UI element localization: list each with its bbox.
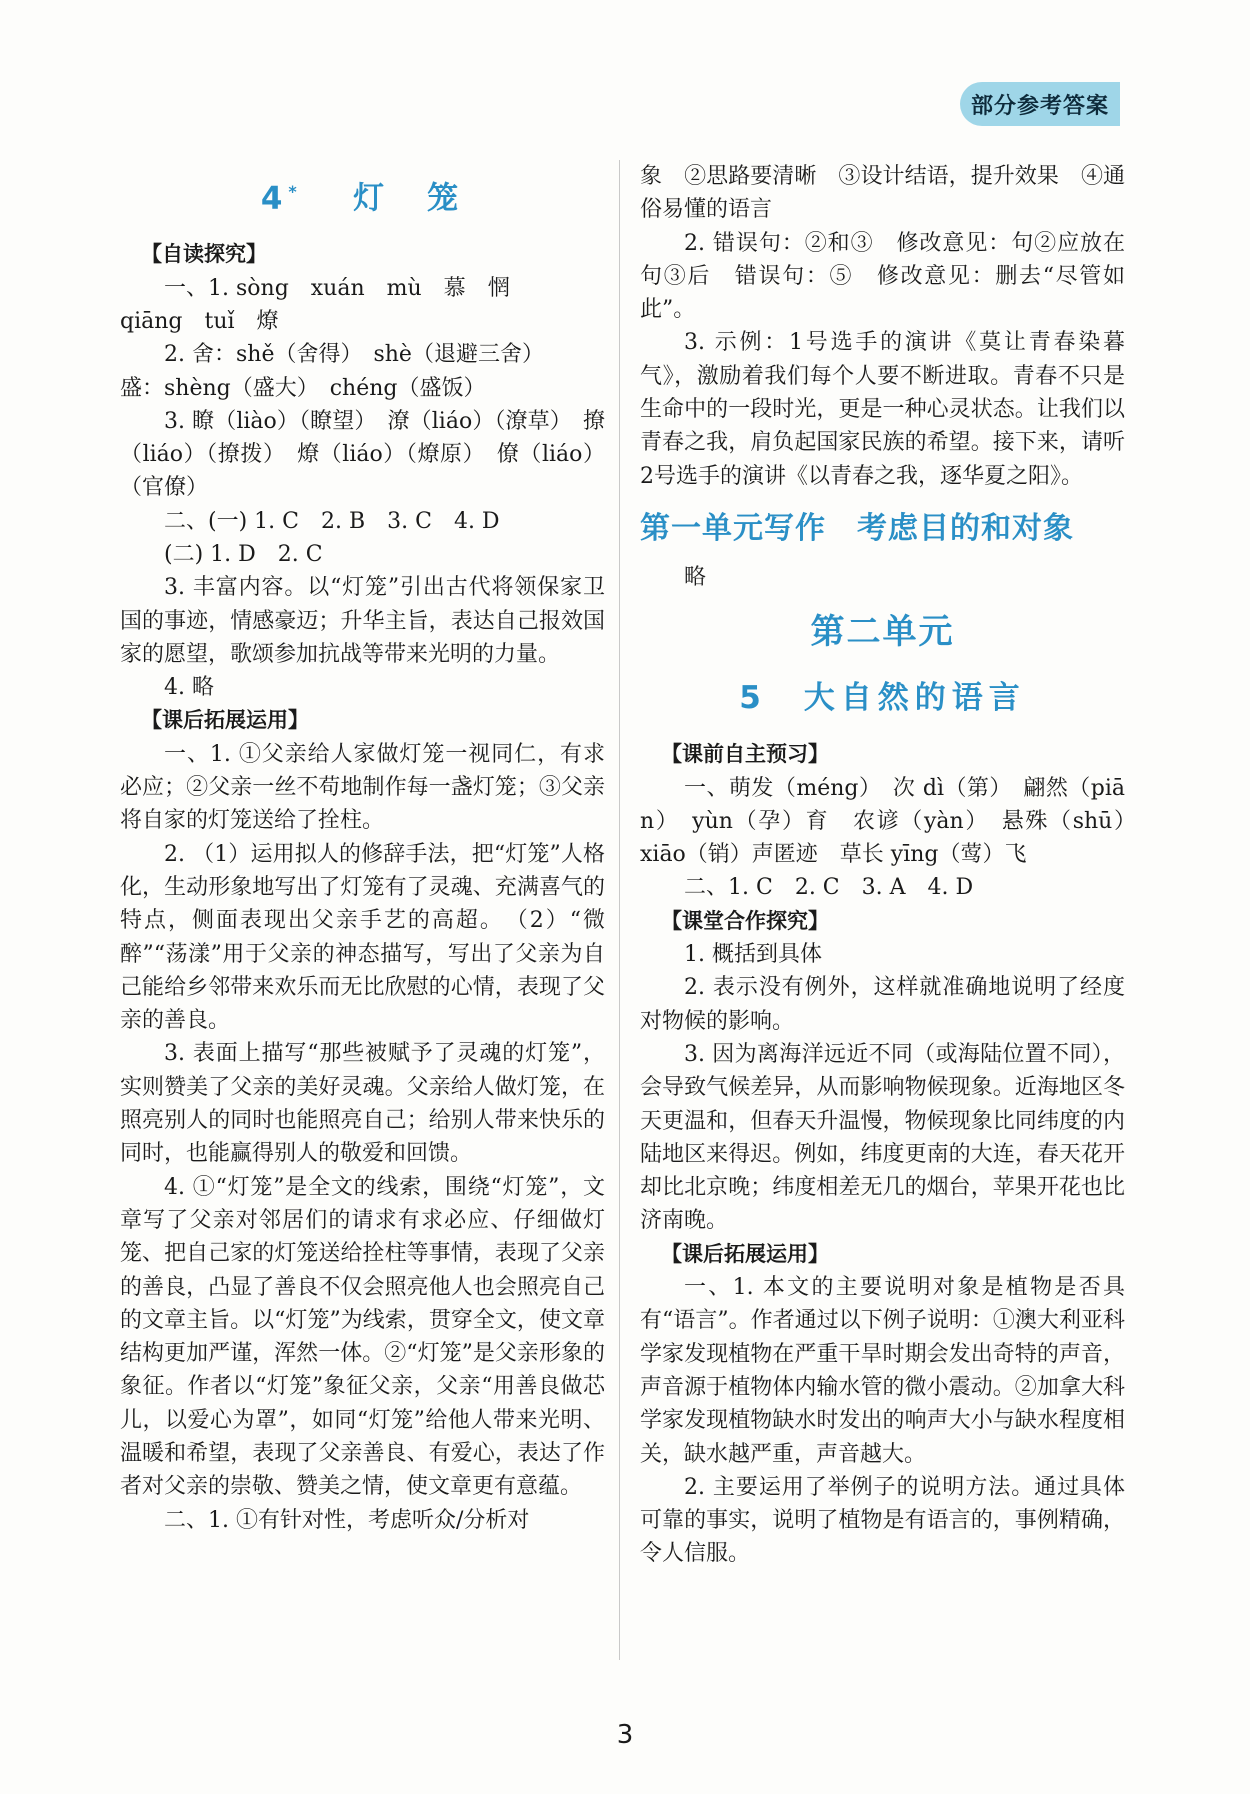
lesson-5-title: 5 大自然的语言: [739, 680, 1026, 717]
answer-line: 一、萌发（méng） 次 dì（第） 翩然（piān） yùn（孕）育 农谚（yàn） 悬殊（shū） xiāo（销）声匿迹 草长 yīng（莺）飞: [640, 775, 1148, 868]
answer-line: 3. 丰富内容。以“灯笼”引出古代将领保家卫国的事迹，情感豪迈；升华主旨，表达自己报效国家的愿望，歌颂参加抗战等带来光明的力量。: [120, 575, 605, 667]
section-heading: 【课前自主预习】: [661, 742, 829, 767]
answer-line: 一、1. 本文的主要说明对象是植物是否具有“语言”。作者通过以下例子说明：①澳大利亚科学家发现植物在严重干旱时期会发出奇特的声音，声音源于植物体内输水管的微小震动。②加拿大科学家发现植物缺水时发出的响声大小与缺水程度相关，缺水越严重，声音越大。: [640, 1275, 1125, 1467]
answer-line: 2. 表示没有例外，这样就准确地说明了经度对物候的影响。: [640, 975, 1125, 1034]
right-column: [640, 160, 1148, 1571]
section-heading: 【课堂合作探究】: [661, 908, 829, 933]
answer-line: 二、1. ①有针对性，考虑听众/分析对: [164, 1507, 530, 1533]
answer-line: (二) 1. D 2. C: [164, 542, 323, 567]
answer-key-badge: 部分参考答案: [960, 82, 1120, 126]
answer-line: 3. 表面上描写“那些被赋予了灵魂的灯笼”，实则赞美了父亲的美好灵魂。父亲给人做灯笼，在照亮别人的同时也能照亮自己；给别人带来快乐的同时，也能赢得别人的敬爱和回馈。: [120, 1041, 605, 1167]
left-column: [120, 160, 605, 1537]
answer-line: 略: [684, 564, 707, 590]
writing-section-title: 第一单元写作 考虑目的和对象: [640, 510, 1074, 546]
answer-line: 象 ②思路要清晰 ③设计结语，提升效果 ④通俗易懂的语言: [640, 164, 1125, 223]
unit-title: 第二单元: [810, 612, 955, 653]
answer-line: 一、1. ①父亲给人家做灯笼一视同仁，有求必应；②父亲一丝不苟地制作每一盏灯笼；③父亲将自家的灯笼送给了拴柱。: [120, 741, 605, 834]
page-number: 3: [616, 1720, 634, 1750]
lesson-asterisk: *: [288, 182, 303, 201]
answer-line: 2. 错误句：②和③ 修改意见：句②应放在句③后 错误句：⑤ 修改意见：删去“尽管如此”。: [640, 230, 1125, 323]
answer-line: 一、1. sòng xuán mù 慕 惘: [164, 275, 510, 301]
answer-line: qiāng tuǐ 燎: [120, 308, 279, 334]
column-divider: [619, 160, 620, 1660]
answer-line: 二、(一) 1. C 2. B 3. C 4. D: [164, 508, 500, 534]
lesson-number: 4: [260, 180, 289, 217]
answer-line: 1. 概括到具体: [684, 942, 822, 968]
section-heading: 【自读探究】: [141, 242, 267, 267]
section-heading: 【课后拓展运用】: [141, 708, 309, 733]
lesson-name: 灯 笼: [353, 180, 465, 217]
answer-line: 3. 因为离海洋远近不同（或海陆位置不同），会导致气候差异，从而影响物候现象。近海地区冬天更温和，但春天升温慢，物候现象比同纬度的内陆地区来得迟。例如，纬度更南的大连，春天花开却比北京晚；纬度相差无几的烟台，苹果开花也比济南晚。: [640, 1041, 1125, 1234]
answer-line: 4. ①“灯笼”是全文的线索，围绕“灯笼”，文章写了父亲对邻居们的请求有求必应、仔细做灯笼、把自己家的灯笼送给拴柱等事情，表现了父亲的善良，凸显了善良不仅会照亮他人也会照亮自己的文章主旨。以“灯笼”为线索，贯穿全文，使文章结构更加严谨，浑然一体。②“灯笼”是父亲形象的象征。作者以“灯笼”象征父亲，父亲“用善良做芯儿，以爱心为罩”，如同“灯笼”给他人带来光明、温暖和希望，表现了父亲善良、有爱心，表达了作者对父亲的崇敬、赞美之情，使文章更有意蕴。: [120, 1174, 605, 1500]
answer-line: 3. 示例：1号选手的演讲《莫让青春染暮气》，激励着我们每个人要不断进取。青春不只是生命中的一段时光，更是一种心灵状态。让我们以青春之我，肩负起国家民族的希望。接下来，请听2号选手的演讲《以青春之我，逐华夏之阳》。: [640, 330, 1125, 489]
answer-line: 2. 舍：shě（舍得） shè（退避三舍）: [164, 342, 544, 368]
answer-line: 盛：shèng（盛大） chéng（盛饭）: [120, 375, 486, 401]
section-heading: 【课后拓展运用】: [661, 1241, 829, 1266]
answer-line: 4. 略: [164, 675, 214, 701]
answer-line: 二、1. C 2. C 3. A 4. D: [684, 875, 974, 901]
answer-line: 2. （1）运用拟人的修辞手法，把“灯笼”人格化，生动形象地写出了灯笼有了灵魂、充满喜气的特点，侧面表现出父亲手艺的高超。 （2）“微醉”“荡漾”用于父亲的神态描写，写出了父亲为自己能给乡邻带来欢乐而无比欣慰的心情，表现了父亲的善良。: [120, 841, 605, 1034]
answer-line: 2. 主要运用了举例子的说明方法。通过具体可靠的事实，说明了植物是有语言的，事例精确，令人信服。: [640, 1474, 1125, 1567]
lesson-4-title: [120, 166, 605, 224]
answer-line: 3. 瞭（liào）（瞭望） 潦（liáo）（潦草） 撩（liáo）（撩拨） 燎（liáo）（燎原） 僚（liáo）（官僚）: [120, 408, 605, 501]
